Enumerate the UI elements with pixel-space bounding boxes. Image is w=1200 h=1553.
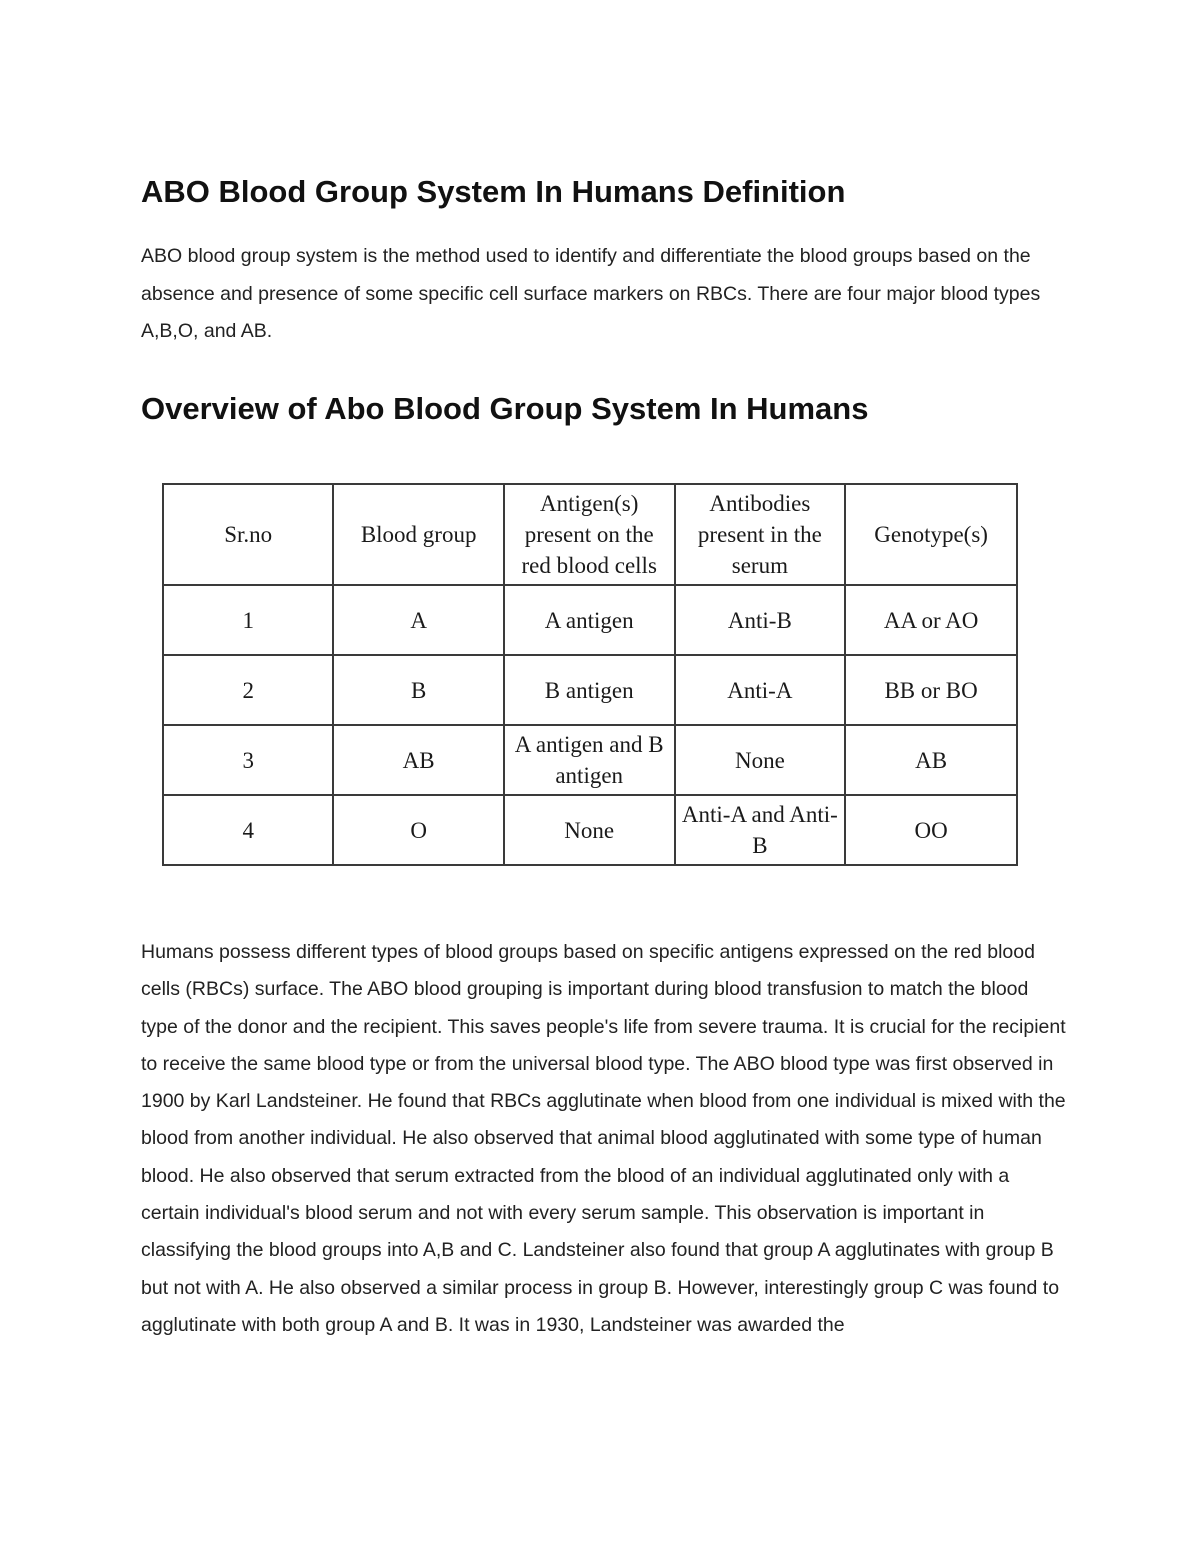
table-cell: A [333, 585, 503, 655]
table-header-row [163, 484, 1017, 585]
table-cell: 4 [163, 795, 333, 865]
table-row [163, 585, 1017, 655]
blood-group-table-figure [162, 483, 1018, 866]
table-cell: BB or BO [845, 655, 1017, 725]
table-cell: AA or AO [845, 585, 1017, 655]
table-cell: OO [845, 795, 1017, 865]
table-cell: None [675, 725, 846, 795]
table-row [163, 725, 1017, 795]
table-cell: None [504, 795, 675, 865]
table-cell: Anti-A [675, 655, 846, 725]
table-cell: 3 [163, 725, 333, 795]
table-cell: B [333, 655, 503, 725]
body-paragraph: Humans possess different types of blood groups based on specific antigens expressed on the red blood cells (RBCs) surface. The ABO blood grouping is important during blood transfusion to match the blood type of the donor and the recipient. This saves people's life from severe trauma. It is crucial for the recipient to receive the same blood type or from the universal blood type. The ABO blood type was first observed in 1900 by Karl Landsteiner. He found that RBCs agglutinate when blood from one individual is mixed with the blood from another individual. He also observed that animal blood agglutinated with some type of human blood. He also observed that serum extracted from the blood of an individual agglutinated only with a certain individual's blood serum and not with every serum sample. This observation is important in classifying the blood groups into A,B and C. Landsteiner also found that group A agglutinates with group B but not with A. He also observed a similar process in group B. However, interestingly group C was found to agglutinate with both group A and B. It was in 1930, Landsteiner was awarded the [141, 941, 1066, 1336]
header-blood-group: Blood group [333, 484, 503, 585]
blood-group-table [162, 483, 1018, 866]
table-cell: AB [333, 725, 503, 795]
table-cell: 2 [163, 655, 333, 725]
header-sr-no: Sr.no [163, 484, 333, 585]
table-cell: 1 [163, 585, 333, 655]
header-antigens: Antigen(s) present on the red blood cells [504, 484, 675, 585]
header-antibodies: Antibodies present in the serum [675, 484, 846, 585]
table-cell: AB [845, 725, 1017, 795]
table-cell: A antigen [504, 585, 675, 655]
table-row [163, 655, 1017, 725]
table-cell: O [333, 795, 503, 865]
table-cell: B antigen [504, 655, 675, 725]
table-row [163, 795, 1017, 865]
table-cell: Anti-B [675, 585, 846, 655]
overview-heading: Overview of Abo Blood Group System In Humans [141, 391, 869, 426]
table-cell: Anti-A and Anti-B [675, 795, 846, 865]
table-cell: A antigen and B antigen [504, 725, 675, 795]
header-genotypes: Genotype(s) [845, 484, 1017, 585]
definition-heading: ABO Blood Group System In Humans Definition [141, 174, 846, 209]
definition-paragraph: ABO blood group system is the method used to identify and differentiate the blood groups based on the absence and presence of some specific cell surface markers on RBCs. There are four major blood types A,B,O, and AB. [141, 245, 1041, 342]
